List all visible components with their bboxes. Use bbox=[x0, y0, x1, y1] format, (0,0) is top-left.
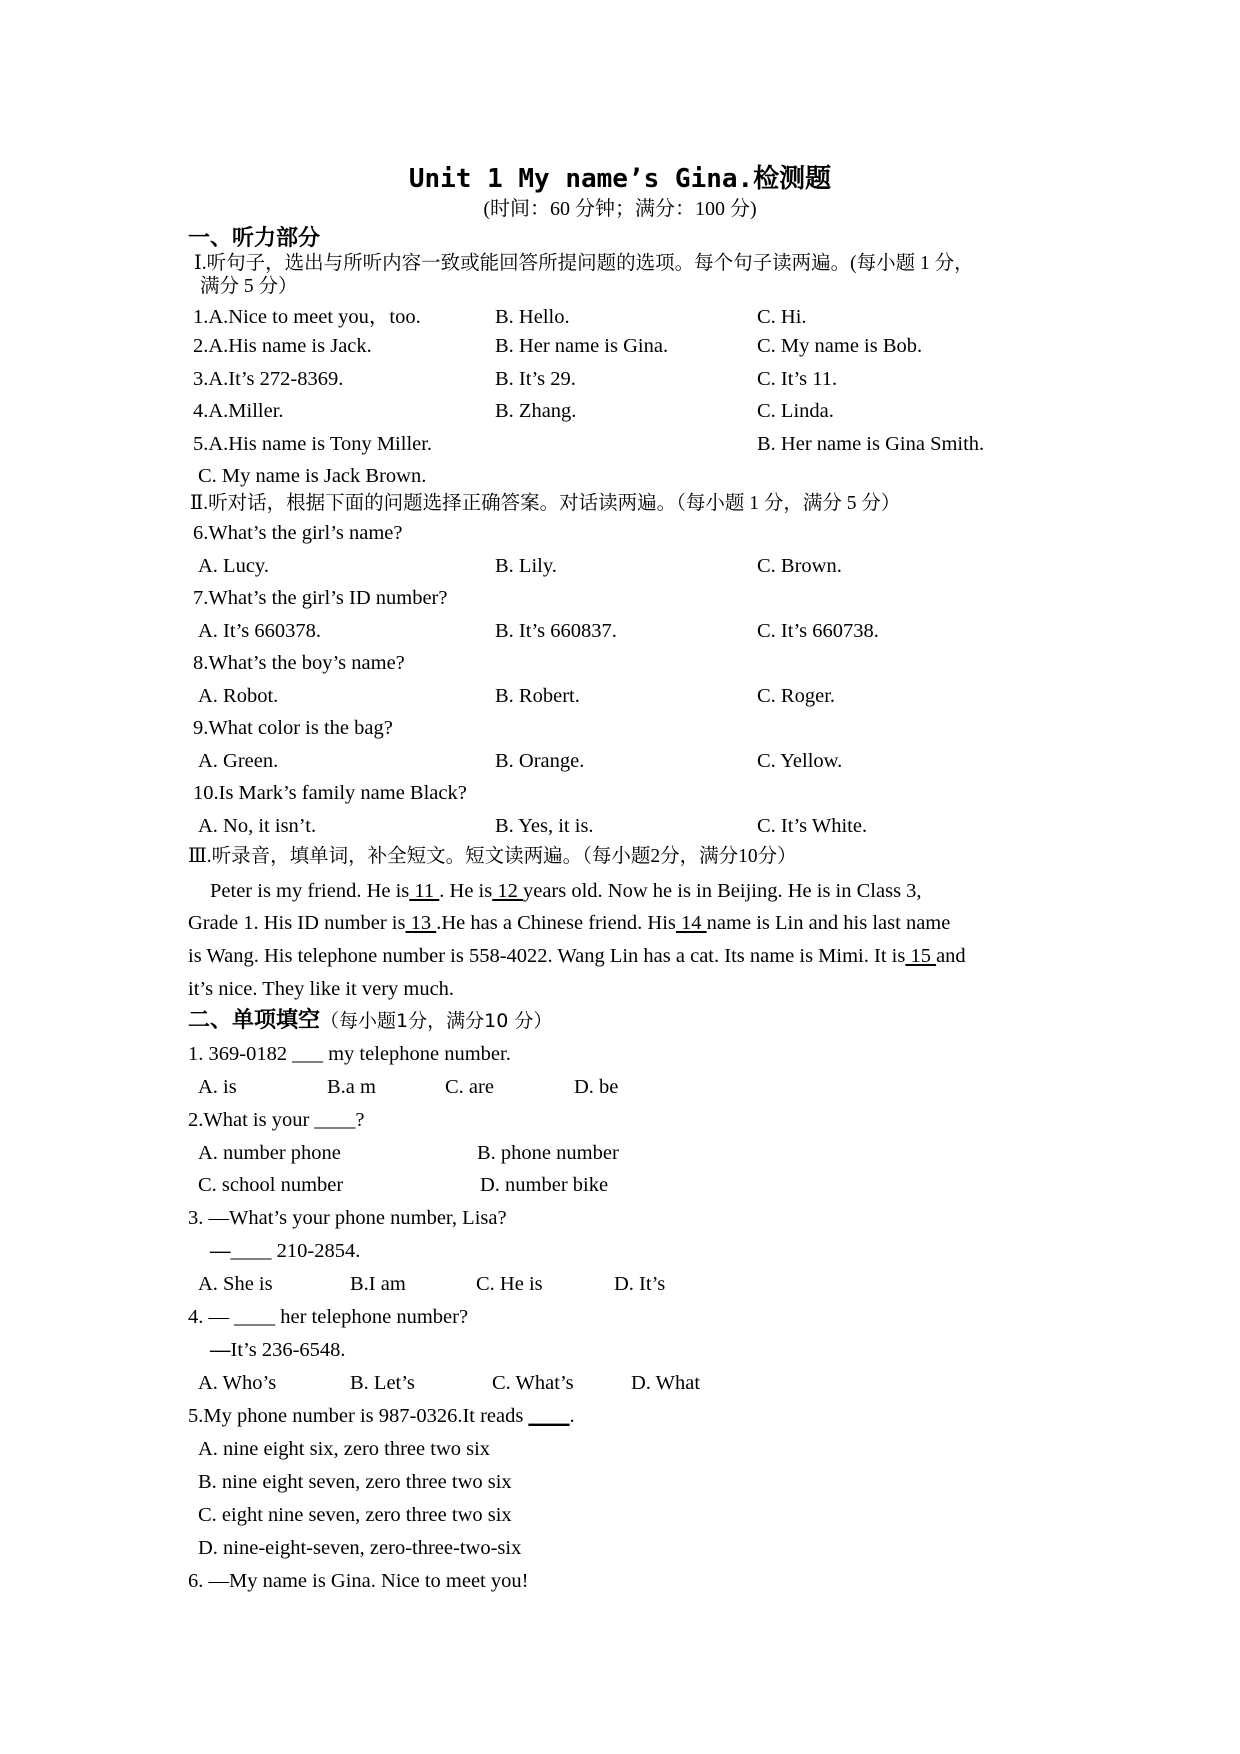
passage-text: Peter is my friend. He is bbox=[210, 880, 410, 902]
blank-11: 11 bbox=[409, 880, 440, 902]
mc-q1-option-d: D. be bbox=[574, 1076, 619, 1098]
mc-q1-option-c: C. are bbox=[445, 1076, 494, 1098]
reply-text: ____ 210-2854. bbox=[230, 1240, 361, 1262]
mc-q2-option-b: B. phone number bbox=[477, 1142, 619, 1164]
passage-text: . He is bbox=[439, 880, 493, 902]
passage-line-4: it’s nice. They like it very much. bbox=[188, 978, 455, 1000]
mc-q5-option-d: D. nine-eight-seven, zero-three-two-six bbox=[198, 1537, 522, 1559]
q9-option-b: B. Orange. bbox=[495, 750, 585, 772]
dialogue-dash: — bbox=[210, 1240, 231, 1262]
part1-instruction-line1: Ⅰ.听句子，选出与所听内容一致或能回答所提问题的选项。每个句子读两遍。(每小题 1 分， bbox=[194, 253, 974, 274]
mc-q2-option-c: C. school number bbox=[198, 1174, 344, 1196]
mc-q6-question: 6. —My name is Gina. Nice to meet you! bbox=[188, 1570, 529, 1592]
mc-q2-question: 2.What is your ____? bbox=[188, 1109, 365, 1131]
section2-note: （每小题1分，满分10 分） bbox=[320, 1010, 553, 1032]
q8-option-c: C. Roger. bbox=[757, 685, 836, 707]
passage-line-2 bbox=[188, 911, 950, 935]
q9-question: 9.What color is the bag? bbox=[193, 717, 393, 739]
q2-option-c: C. My name is Bob. bbox=[757, 335, 923, 357]
q2-option-a: 2.A.His name is Jack. bbox=[193, 335, 372, 357]
passage-text: years old. Now he is in Beijing. He is in Class 3, bbox=[522, 880, 922, 902]
q10-option-b: B. Yes, it is. bbox=[495, 815, 594, 837]
mc-q3-option-a: A. She is bbox=[198, 1273, 273, 1295]
mc-q3-option-d: D. It’s bbox=[614, 1273, 666, 1295]
q10-option-c: C. It’s White. bbox=[757, 815, 868, 837]
mc-q4-reply bbox=[210, 1338, 346, 1362]
mc-q4-option-b: B. Let’s bbox=[350, 1372, 415, 1394]
mc-q4-option-d: D. What bbox=[631, 1372, 701, 1394]
mc-q3-reply bbox=[210, 1239, 360, 1263]
mc-q5-option-a: A. nine eight six, zero three two six bbox=[198, 1438, 491, 1460]
mc-q1-question: 1. 369-0182 ___ my telephone number. bbox=[188, 1043, 511, 1065]
question-text: 5.My phone number is 987-0326.It reads bbox=[188, 1405, 529, 1427]
q5-option-a: 5.A.His name is Tony Miller. bbox=[193, 433, 433, 455]
mc-q2-option-d: D. number bike bbox=[480, 1174, 609, 1196]
passage-line-3 bbox=[188, 944, 966, 968]
document-subtitle: (时间：60 分钟；满分：100 分) bbox=[483, 198, 757, 220]
q1-option-c: C. Hi. bbox=[757, 306, 807, 328]
q1-option-b: B. Hello. bbox=[495, 306, 570, 328]
q5-option-b: B. Her name is Gina Smith. bbox=[757, 433, 985, 455]
mc-q5-option-b: B. nine eight seven, zero three two six bbox=[198, 1471, 512, 1493]
q3-option-a: 3.A.It’s 272-8369. bbox=[193, 368, 344, 390]
part3-instruction: Ⅲ.听录音，填单词，补全短文。短文读两遍。（每小题2分，满分10分） bbox=[188, 846, 797, 867]
q3-option-c: C. It’s 11. bbox=[757, 368, 838, 390]
passage-text: name is Lin and his last name bbox=[706, 912, 951, 934]
q8-question: 8.What’s the boy’s name? bbox=[193, 652, 405, 674]
section2-heading-row bbox=[188, 1009, 552, 1033]
mc-q2-option-a: A. number phone bbox=[198, 1142, 341, 1164]
part1-instruction-line2: 满分 5 分） bbox=[200, 276, 298, 297]
passage-text: .He has a Chinese friend. His bbox=[436, 912, 676, 934]
blank-13: 13 bbox=[405, 912, 437, 934]
q4-option-b: B. Zhang. bbox=[495, 400, 577, 422]
reply-text: It’s 236-6548. bbox=[230, 1339, 346, 1361]
blank-12: 12 bbox=[492, 880, 523, 902]
q6-option-a: A. Lucy. bbox=[198, 555, 269, 577]
q4-option-a: 4.A.Miller. bbox=[193, 400, 284, 422]
question-text: . bbox=[569, 1405, 575, 1427]
part2-instruction: Ⅱ.听对话，根据下面的问题选择正确答案。对话读两遍。（每小题 1 分，满分 5 分） bbox=[190, 493, 901, 514]
blank-15: 15 bbox=[905, 945, 937, 967]
q6-option-c: C. Brown. bbox=[757, 555, 842, 577]
q3-option-b: B. It’s 29. bbox=[495, 368, 576, 390]
q10-question: 10.Is Mark’s family name Black? bbox=[193, 782, 467, 804]
dialogue-dash: — bbox=[210, 1339, 231, 1361]
document-title: Unit 1 My name’s Gina.检测题 bbox=[408, 164, 832, 194]
mc-q3-option-c: C. He is bbox=[476, 1273, 543, 1295]
mc-q1-option-a: A. is bbox=[198, 1076, 237, 1098]
mc-q5-option-c: C. eight nine seven, zero three two six bbox=[198, 1504, 512, 1526]
q7-question: 7.What’s the girl’s ID number? bbox=[193, 587, 448, 609]
q5-option-c: C. My name is Jack Brown. bbox=[198, 465, 427, 487]
q2-option-b: B. Her name is Gina. bbox=[495, 335, 669, 357]
mc-q3-option-b: B.I am bbox=[350, 1273, 406, 1295]
q9-option-a: A. Green. bbox=[198, 750, 279, 772]
q7-option-c: C. It’s 660738. bbox=[757, 620, 879, 642]
mc-q3-question: 3. —What’s your phone number, Lisa? bbox=[188, 1207, 507, 1229]
passage-text: and bbox=[936, 945, 966, 967]
answer-blank: ____ bbox=[528, 1405, 570, 1427]
passage-text: Grade 1. His ID number is bbox=[188, 912, 406, 934]
q8-option-a: A. Robot. bbox=[198, 685, 279, 707]
passage-text: is Wang. His telephone number is 558-4022. Wang Lin has a cat. Its name is Mimi. It is bbox=[188, 945, 906, 967]
mc-q5-question bbox=[188, 1404, 575, 1428]
q6-option-b: B. Lily. bbox=[495, 555, 557, 577]
section2-heading: 二、单项填空 bbox=[188, 1008, 321, 1033]
passage-line-1 bbox=[210, 879, 922, 903]
q7-option-b: B. It’s 660837. bbox=[495, 620, 617, 642]
mc-q4-option-a: A. Who’s bbox=[198, 1372, 277, 1394]
q6-question: 6.What’s the girl’s name? bbox=[193, 522, 403, 544]
q9-option-c: C. Yellow. bbox=[757, 750, 843, 772]
q7-option-a: A. It’s 660378. bbox=[198, 620, 321, 642]
blank-14: 14 bbox=[675, 912, 707, 934]
mc-q4-option-c: C. What’s bbox=[492, 1372, 574, 1394]
mc-q4-question: 4. — ____ her telephone number? bbox=[188, 1306, 469, 1328]
q10-option-a: A. No, it isn’t. bbox=[198, 815, 317, 837]
q8-option-b: B. Robert. bbox=[495, 685, 580, 707]
mc-q1-option-b: B.a m bbox=[327, 1076, 376, 1098]
q4-option-c: C. Linda. bbox=[757, 400, 834, 422]
q1-option-a: 1.A.Nice to meet you，too. bbox=[193, 306, 421, 328]
section1-heading: 一、听力部分 bbox=[188, 226, 321, 251]
